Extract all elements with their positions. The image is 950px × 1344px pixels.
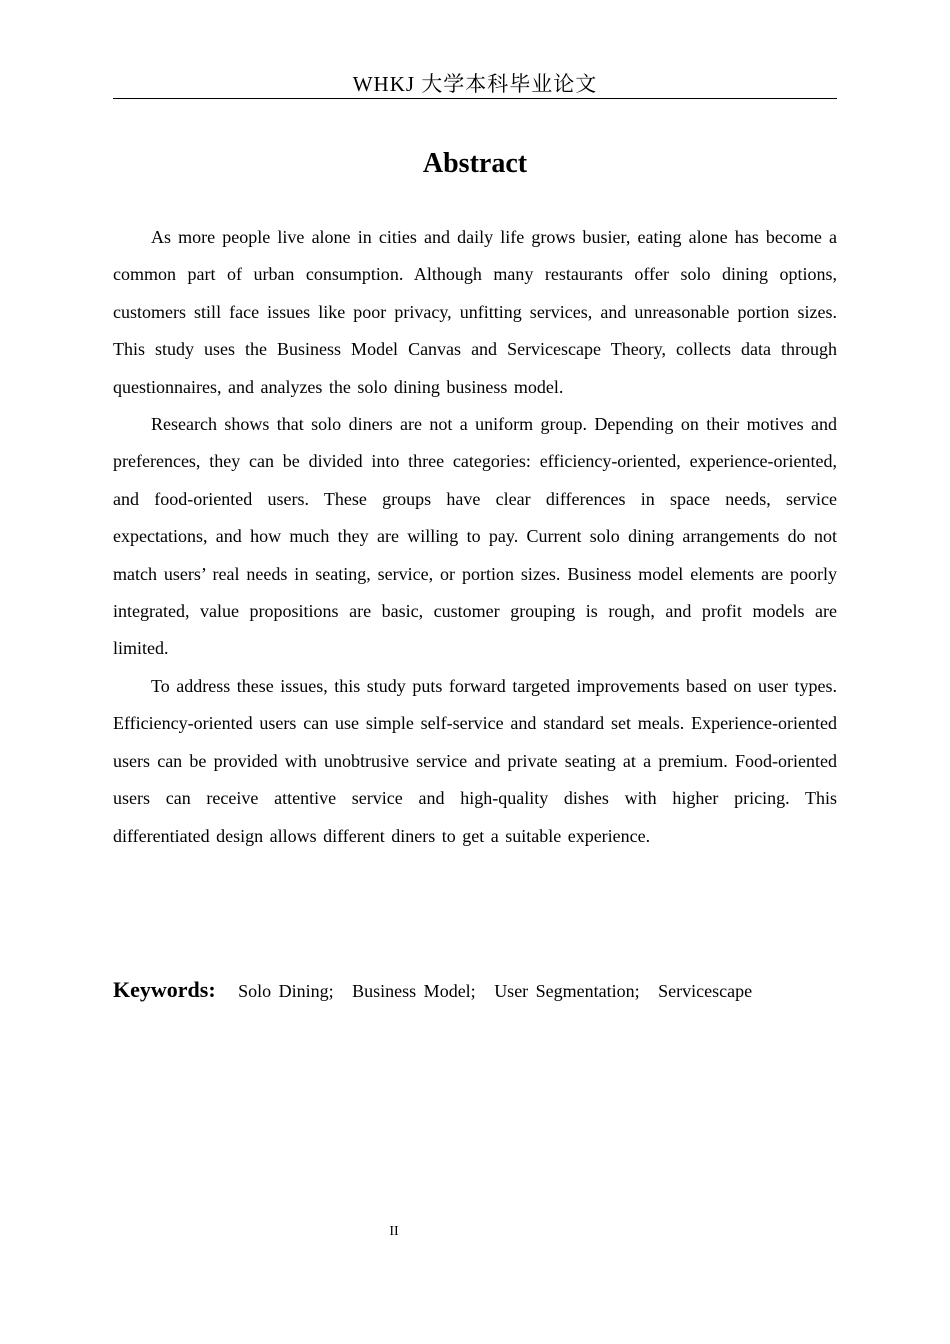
keyword-item: Business Model;	[352, 981, 476, 1001]
abstract-title: Abstract	[422, 148, 528, 179]
page-header: WHKJ 大学本科毕业论文	[352, 72, 598, 96]
keyword-item: User Segmentation;	[494, 981, 640, 1001]
keyword-item: Servicescape	[658, 981, 753, 1001]
keyword-item: Solo Dining;	[238, 981, 334, 1001]
keywords-label: Keywords:	[113, 977, 216, 1002]
abstract-paragraph: To address these issues, this study puts forward targeted improvements based on user types. Efficiency-oriented users can use simple self-service and standard set meals. Experience-oriented users can be provided with unobtrusive service and private seating at a premium. Food-oriented users can receive attentive service and high-quality dishes with higher pricing. This differentiated design allows different diners to get a suitable experience.	[113, 675, 837, 846]
abstract-body	[113, 219, 837, 855]
keywords-line	[113, 972, 837, 1009]
page-number: II	[389, 1224, 399, 1239]
header-rule	[113, 98, 837, 99]
abstract-paragraph: Research shows that solo diners are not a uniform group. Depending on their motives and preferences, they can be divided into three categories: efficiency-oriented, experience-oriented, and food-oriented users. These groups have clear differences in space needs, service expectations, and how much they are willing to pay. Current solo dining arrangements do not match users’ real needs in seating, service, or portion sizes. Business model elements are poorly integrated, value propositions are basic, customer grouping is rough, and profit models are limited.	[113, 414, 837, 659]
abstract-paragraph: As more people live alone in cities and daily life grows busier, eating alone has become a common part of urban consumption. Although many restaurants offer solo dining options, customers still face issues like poor privacy, unfitting services, and unreasonable portion sizes. This study uses the Business Model Canvas and Servicescape Theory, collects data through questionnaires, and analyzes the solo dining business model.	[113, 227, 837, 397]
